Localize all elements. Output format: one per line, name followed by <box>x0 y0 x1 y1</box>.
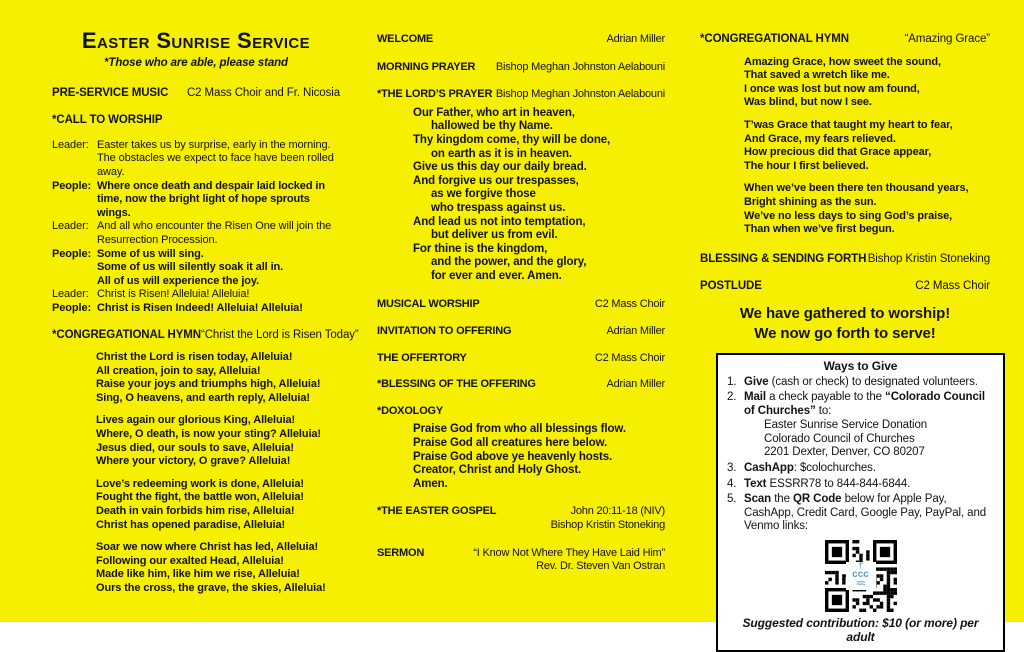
closing-line: We now go forth to serve! <box>754 324 936 342</box>
preservice-music-label: PRE-SERVICE MUSIC <box>52 86 169 99</box>
dialogue-line: Some of us will silently soak it all in. <box>97 261 284 274</box>
verse-line: I once was lost but now am found, <box>744 82 920 95</box>
hymn-title: “Amazing Grace” <box>904 33 990 45</box>
postlude-label: POSTLUDE <box>700 280 762 293</box>
blessing-offering-row <box>377 378 665 392</box>
verse-line: Following our exalted Head, Alleluia! <box>96 554 284 567</box>
dialogue-speaker <box>52 261 97 275</box>
hymn-header-row <box>52 328 359 343</box>
morning-prayer-label: MORNING PRAYER <box>377 60 476 73</box>
preservice-music-row <box>52 87 340 101</box>
verse-line: Jesus died, our souls to save, Alleluia! <box>96 441 294 454</box>
prayer-line: who trespass against us. <box>431 201 566 214</box>
doxology-header <box>377 405 665 419</box>
blessing-sending-label: BLESSING & SENDING FORTH <box>700 252 867 265</box>
verse-line: T’was Grace that taught my heart to fear, <box>744 118 953 131</box>
offertory-value: C2 Mass Choir <box>594 351 665 364</box>
lords-prayer-text <box>413 107 665 284</box>
address-line: Colorado Council of Churches <box>764 432 915 445</box>
easter-gospel-row <box>377 505 665 532</box>
give-item-number: 1. <box>727 375 737 388</box>
prayer-line: Thy kingdom come, thy will be done, <box>413 133 611 146</box>
verse-line: Christ has opened paradise, Alleluia! <box>96 518 286 531</box>
address-line: Easter Sunrise Service Donation <box>764 419 928 432</box>
verse-line: Fought the fight, the battle won, Alleluia! <box>96 491 304 504</box>
sermon-preacher: Rev. Dr. Steven Van Ostran <box>536 560 665 573</box>
mail-address-block <box>764 419 994 460</box>
prayer-line: for ever and ever. Amen. <box>431 269 562 282</box>
verse-line: All creation, join to say, Alleluia! <box>96 364 261 377</box>
verse-line: Amazing Grace, how sweet the sound, <box>744 55 941 68</box>
dialogue-line: Some of us will sing. <box>97 247 204 260</box>
blessing-offering-label: *BLESSING OF THE OFFERING <box>377 378 536 391</box>
closing-line: We have gathered to worship! <box>739 304 951 322</box>
left-column <box>52 28 359 596</box>
gospel-reader: Bishop Kristin Stoneking <box>550 519 665 532</box>
call-to-worship-dialogue <box>52 139 340 316</box>
dialogue-line: Christ is Risen Indeed! Alleluia! Alleluia! <box>97 301 303 314</box>
dialogue-speaker: Leader: <box>52 138 89 151</box>
blessing-sending-row <box>700 253 990 267</box>
lords-prayer-label: *THE LORD’S PRAYER <box>377 88 493 101</box>
give-item <box>727 493 994 534</box>
verse-line: Where, O death, is now your sting? Alleluia! <box>96 428 321 441</box>
hymn-verse <box>96 478 340 532</box>
verse-line: Lives again our glorious King, Alleluia! <box>96 414 296 427</box>
prayer-line: but deliver us from evil. <box>431 229 558 242</box>
hymn-verses <box>96 351 340 596</box>
doxology-text <box>413 423 665 491</box>
give-item-keyword: Give <box>744 375 769 388</box>
verse-line: Love’s redeeming work is done, Alleluia! <box>96 477 304 490</box>
verse-line: Ours the cross, the grave, the skies, Alleluia! <box>96 582 326 594</box>
invitation-offering-label: INVITATION TO OFFERING <box>377 325 512 338</box>
waves-icon: ≈≈ <box>856 578 865 589</box>
morning-prayer-value: Bishop Meghan Johnston Aelabouni <box>495 60 665 73</box>
welcome-label: WELCOME <box>377 33 434 45</box>
blessing-sending-value: Bishop Kristin Stoneking <box>867 252 990 265</box>
address-line: 2201 Dexter, Denver, CO 80207 <box>764 446 925 459</box>
sermon-label: SERMON <box>377 546 425 559</box>
doxology-line: Amen. <box>413 477 448 490</box>
doxology-label: *DOXOLOGY <box>377 404 444 417</box>
verse-line: Bright shining as the sun. <box>744 195 877 208</box>
give-item-keyword: Scan <box>744 493 772 506</box>
doxology-line: Praise God from who all blessings flow. <box>413 423 626 436</box>
hymn-verse <box>96 414 340 468</box>
hymn-header-row <box>700 33 990 47</box>
postlude-value: C2 Mass Choir <box>915 280 990 293</box>
page-title: Easter Sunrise Service <box>81 28 311 53</box>
verse-line: How precious did that Grace appear, <box>744 146 932 159</box>
musical-worship-value: C2 Mass Choir <box>594 297 665 310</box>
congregational-hymn-label: *CONGREGATIONAL HYMN <box>52 328 201 341</box>
hymn-verse <box>744 119 990 173</box>
blessing-offering-value: Adrian Miller <box>606 378 665 391</box>
doxology-line: Praise God all creatures here below. <box>413 437 608 450</box>
verse-line: That saved a wretch like me. <box>744 69 890 82</box>
qr-code <box>825 540 897 612</box>
lords-prayer-row <box>377 88 665 102</box>
verse-line: Soar we now where Christ has led, Alleluia! <box>96 541 319 554</box>
closing-statement <box>700 304 990 344</box>
dialogue-line: Christ is Risen! Alleluia! Alleluia! <box>97 288 250 301</box>
give-item-keyword: Mail <box>744 391 766 404</box>
verse-line: Than when we’ve first begun. <box>744 223 895 236</box>
postlude-row <box>700 280 990 294</box>
welcome-row <box>377 33 665 47</box>
give-item-text: Mail a check payable to the “Colorado Council of Churches” to: <box>744 391 985 417</box>
give-item-text: Text ESSRR78 to 844-844-6844. <box>744 477 911 490</box>
morning-prayer-row <box>377 61 665 75</box>
verse-line: Where your victory, O grave? Alleluia! <box>96 455 291 468</box>
congregational-hymn-label: *CONGREGATIONAL HYMN <box>700 33 849 45</box>
give-item-keyword: “Colorado Council of Churches” <box>744 391 985 417</box>
dialogue-speaker: Leader: <box>52 220 89 233</box>
give-item-text: CashApp: $colochurches. <box>744 462 876 475</box>
give-item-keyword: Text <box>744 477 767 490</box>
give-item-keyword: QR Code <box>792 493 842 506</box>
sermon-title: “I Know Not Where They Have Laid Him” <box>473 546 665 559</box>
give-item <box>727 478 994 492</box>
call-to-worship-label: *CALL TO WORSHIP <box>52 114 163 127</box>
give-item-text: Scan the QR Code below for Apple Pay, CashApp, Credit Card, Google Pay, PayPal, and Venmo links: <box>744 493 987 533</box>
verse-line: The hour I first believed. <box>744 159 869 172</box>
give-item <box>727 462 994 476</box>
verse-line: Christ the Lord is risen today, Alleluia! <box>96 351 293 364</box>
musical-worship-label: MUSICAL WORSHIP <box>377 297 480 310</box>
dialogue-speaker: People: <box>52 179 92 192</box>
doxology-line: Praise God above ye heavenly hosts. <box>413 450 613 463</box>
verse-line: Sing, O heavens, and earth reply, Alleluia! <box>96 391 310 404</box>
stand-note: *Those who are able, please stand <box>104 57 288 69</box>
prayer-line: as we forgive those <box>431 188 536 201</box>
dialogue-line: Easter takes us by surprise, early in the morning. The obstacles we expect to face have been rolled away. <box>97 138 334 178</box>
give-item-number: 5. <box>727 493 737 506</box>
hymn-verse <box>96 541 340 595</box>
hymn-verse <box>744 182 990 236</box>
prayer-line: Give us this day our daily bread. <box>413 161 587 174</box>
ways-to-give-title: Ways to Give <box>823 358 898 373</box>
doxology-line: Creator, Christ and Holy Ghost. <box>413 464 582 477</box>
give-item-number: 3. <box>727 462 737 475</box>
give-item <box>727 391 994 418</box>
invitation-offering-value: Adrian Miller <box>606 325 665 338</box>
dialogue-line: All of us will experience the joy. <box>97 274 260 287</box>
dialogue-line: And all who encounter the Risen One will join the Resurrection Procession. <box>97 220 332 246</box>
give-item-text: Give (cash or check) to designated volunteers. <box>744 375 978 388</box>
sermon-row <box>377 547 665 574</box>
prayer-line: And forgive us our trespasses, <box>413 174 579 187</box>
middle-column <box>377 33 665 574</box>
sermon-value <box>473 547 665 574</box>
dialogue-speaker: Leader: <box>52 288 89 301</box>
cross-icon: † <box>858 561 863 571</box>
call-to-worship-header <box>52 114 340 128</box>
ways-to-give-box <box>716 353 1005 652</box>
right-column <box>700 33 990 652</box>
gospel-reference: John 20:11-18 (NIV) <box>570 505 665 518</box>
welcome-value: Adrian Miller <box>606 33 665 45</box>
dialogue-line: Where once death and despair laid locked in time, now the bright light of hope sprouts wings. <box>97 179 325 219</box>
preservice-music-value: C2 Mass Choir and Fr. Nicosia <box>186 86 340 99</box>
easter-gospel-label: *THE EASTER GOSPEL <box>377 505 497 518</box>
hymn-title: “Christ the Lord is Risen Today” <box>201 328 359 341</box>
give-item-number: 2. <box>727 391 737 404</box>
dialogue-speaker: People: <box>52 301 92 314</box>
prayer-line: and the power, and the glory, <box>431 256 587 269</box>
prayer-line: hallowed be thy Name. <box>431 120 553 133</box>
hymn-verse <box>744 56 990 110</box>
easter-gospel-value <box>551 505 665 532</box>
prayer-line: on earth as it is in heaven. <box>431 147 572 160</box>
ccc-logo-text: ccc <box>852 569 869 581</box>
verse-line: Made like him, like him we rise, Alleluia! <box>96 568 300 581</box>
lords-prayer-value: Bishop Meghan Johnston Aelabouni <box>495 88 665 101</box>
qr-center-logo <box>846 562 876 590</box>
suggested-contribution: Suggested contribution: $10 (or more) per adult <box>742 616 979 644</box>
verse-line: We’ve no less days to sing God’s praise, <box>744 209 953 222</box>
give-item <box>727 376 994 390</box>
hymn-verse <box>96 351 340 405</box>
verse-line: When we’ve been there ten thousand years, <box>744 182 969 195</box>
dialogue-speaker: People: <box>52 247 92 260</box>
verse-line: Raise your joys and triumphs high, Alleluia! <box>96 378 321 391</box>
prayer-line: And lead us not into temptation, <box>413 215 586 228</box>
musical-worship-row <box>377 298 665 312</box>
give-item-number: 4. <box>727 477 737 490</box>
offertory-row <box>377 352 665 366</box>
dialogue-speaker <box>52 275 97 289</box>
give-item-keyword: CashApp <box>744 462 794 475</box>
offertory-label: THE OFFERTORY <box>377 351 467 364</box>
prayer-line: For thine is the kingdom, <box>413 242 548 255</box>
verse-line: Death in vain forbids him rise, Alleluia! <box>96 505 295 518</box>
hymn-verses <box>744 56 990 237</box>
verse-line: And Grace, my fears relieved. <box>744 132 896 145</box>
prayer-line: Our Father, who art in heaven, <box>413 106 575 119</box>
verse-line: Was blind, but now I see. <box>744 96 872 109</box>
invitation-offering-row <box>377 325 665 339</box>
